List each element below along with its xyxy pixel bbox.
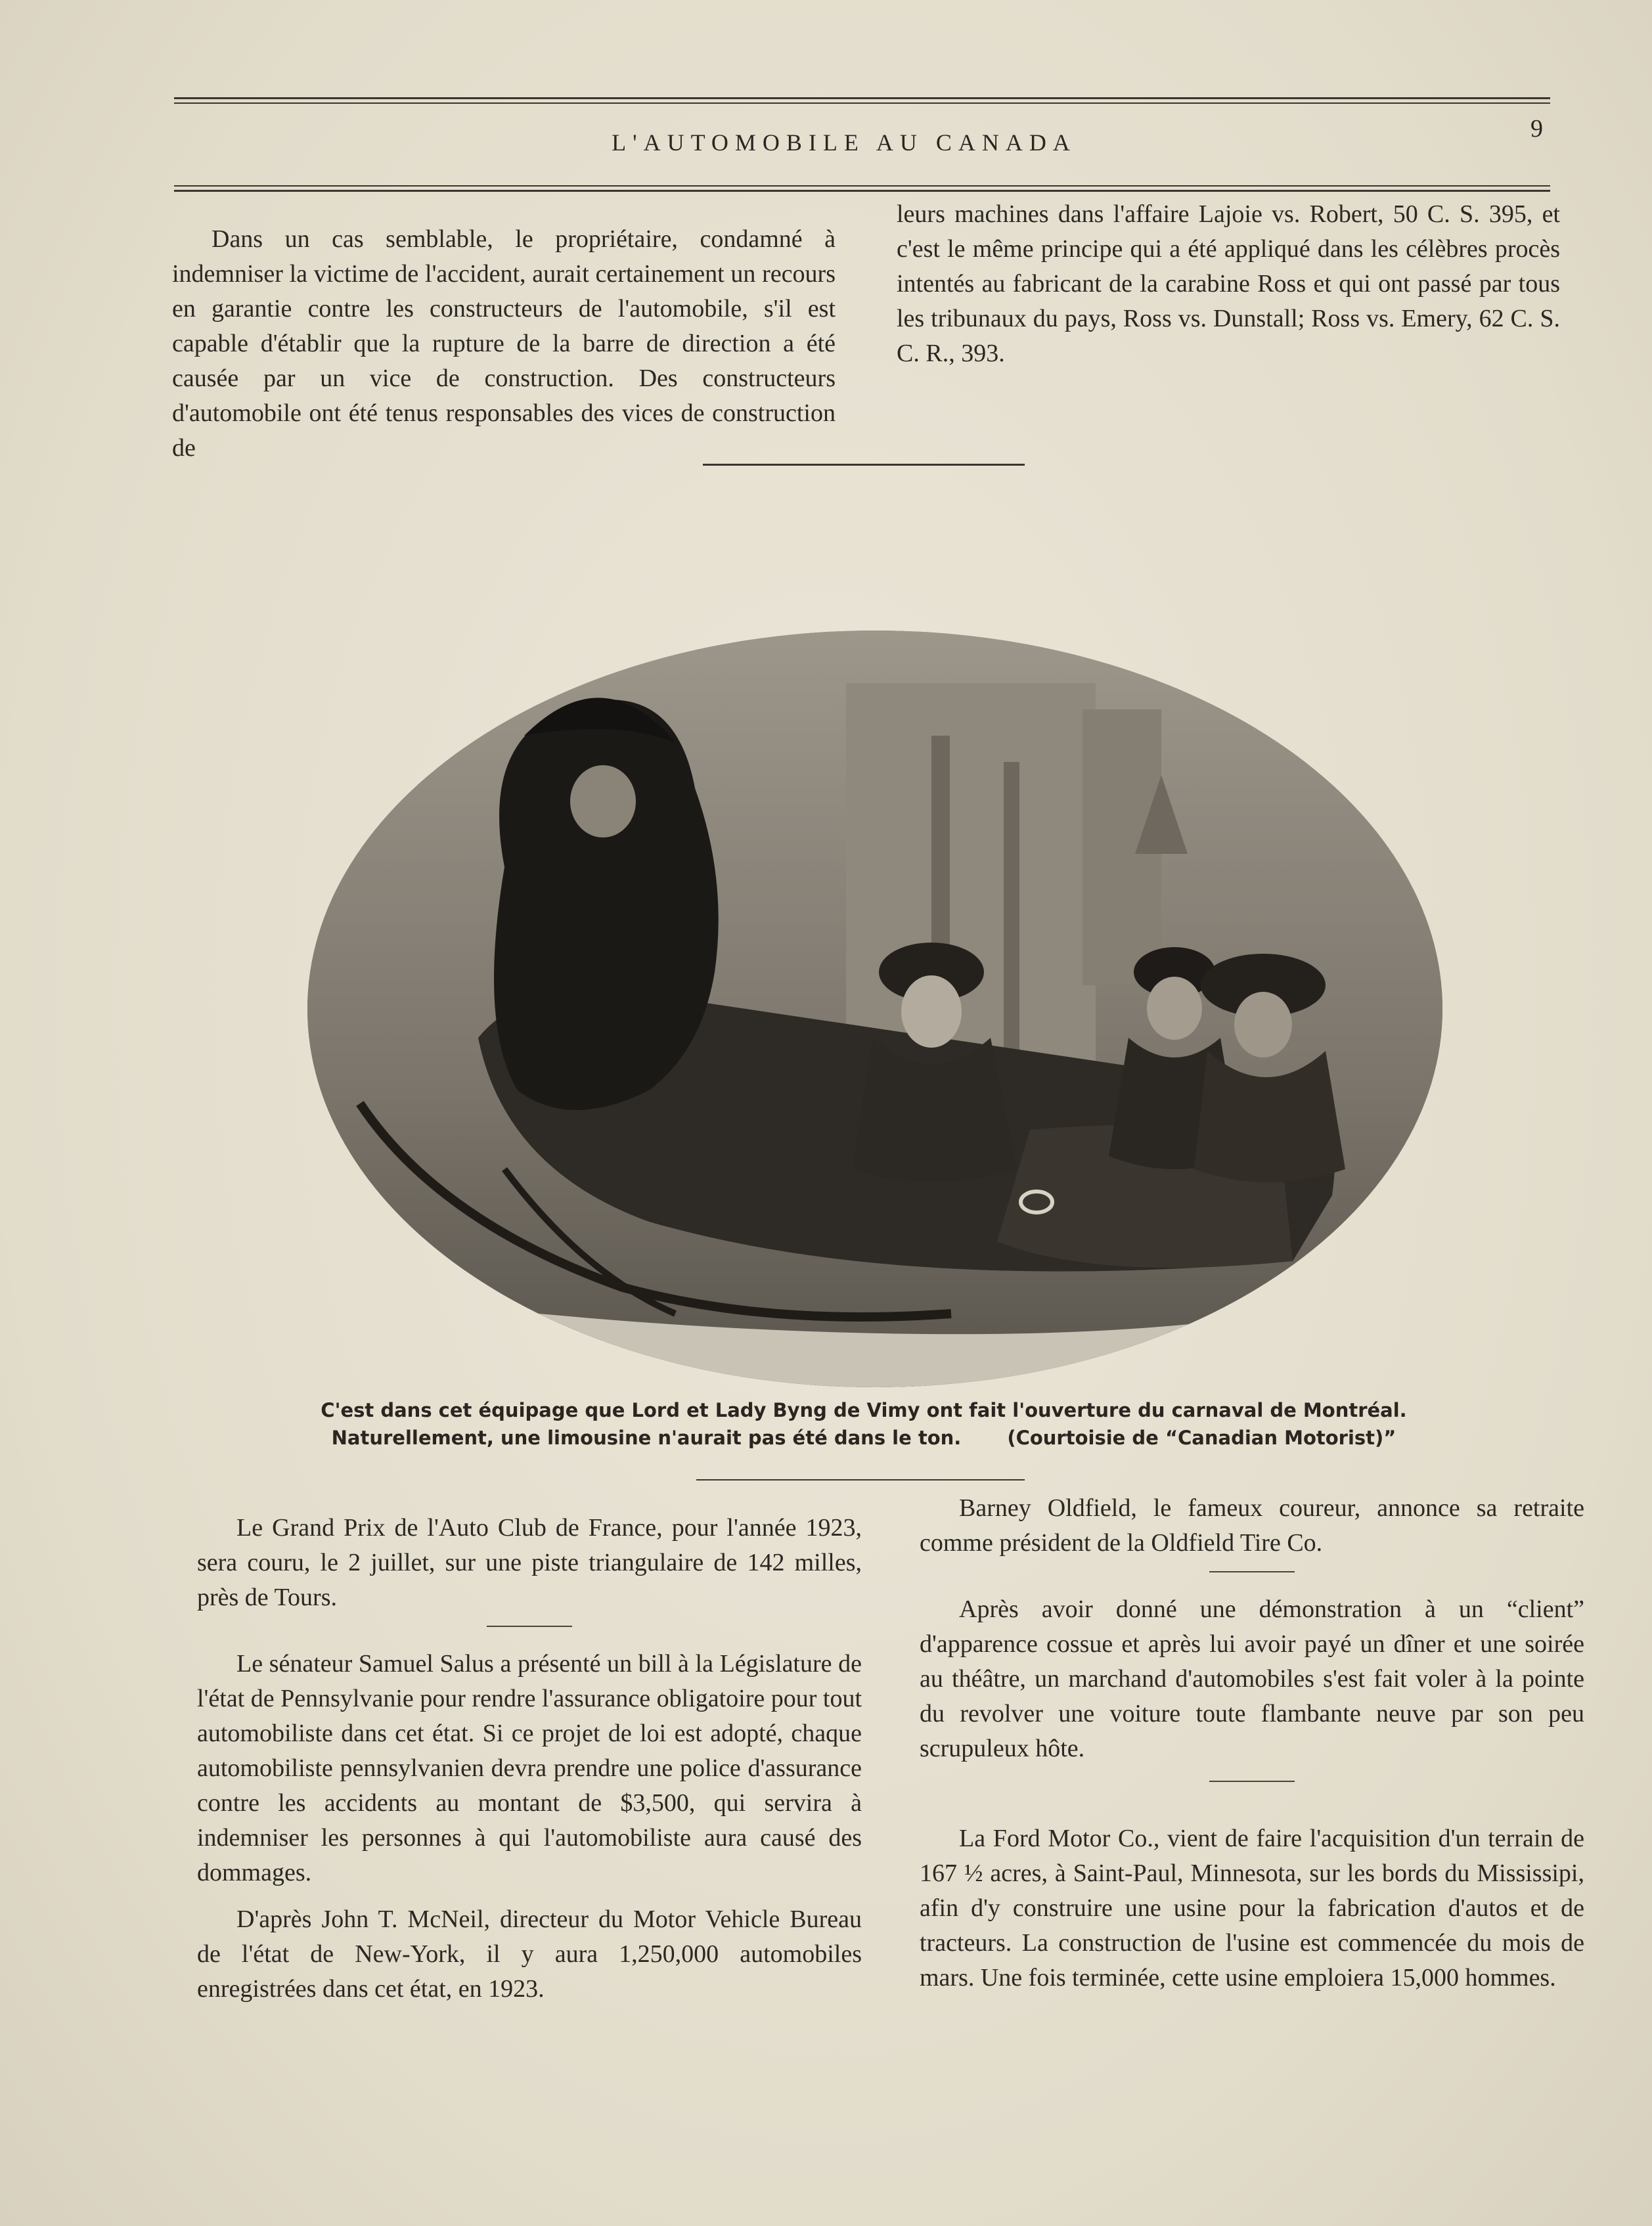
theft-paragraph: Après avoir donné une démonstration à un “client” d'apparence cossue et après lui avoir payé un dîner et une soirée au théâtre, un marchand d'automobiles s'est fait voler à la pointe du revolver une voiture toute flambante neuve par son peu scrupuleux hôte.	[920, 1595, 1584, 1762]
figure-caption	[243, 1396, 1485, 1452]
running-title: L'AUTOMOBILE AU CANADA	[612, 129, 1077, 156]
caption-line-2: Naturellement, une limousine n'aurait pas été dans le ton.	[331, 1427, 962, 1449]
separator	[1209, 1571, 1295, 1572]
top-right-paragraph: leurs machines dans l'affaire Lajoie vs. Robert, 50 C. S. 395, et c'est le même principe qui a été appliqué dans les célèbres procès intentés au fabricant de la carabine Ross et qui ont passé par tous les tribunaux du pays, Ross vs. Dunstall; Ross vs. Emery, 62 C. S. C. R., 393.	[897, 200, 1560, 367]
salus-paragraph: Le sénateur Samuel Salus a présenté un bill à la Législature de l'état de Pennsylvanie pour rendre l'assurance obligatoire pour tout automobiliste dans cet état. Si ce projet de loi est adopté, chaque automobiliste pennsylvanien devra prendre une police d'assurance contre les accidents au montant de $3,500, qui servira à indemniser les personnes à qui l'automobiliste aura causé des dommages.	[197, 1650, 862, 1886]
figure-bottom-rule	[696, 1479, 1025, 1480]
caption-credit: (Courtoisie de “Canadian Motorist)”	[1007, 1427, 1396, 1449]
top-left-paragraph: Dans un cas semblable, le propriétaire, condamné à indemniser la victime de l'accident, aurait certainement un recours en garantie contre les constructeurs de l'automobile, s'il est capable d'établir que la rupture de la barre de direction a été causée par un vice de construction. Des constructeurs d'automobile ont été tenus responsables des vices de construction de	[172, 225, 836, 462]
separator	[487, 1626, 572, 1627]
mcneil-paragraph: D'après John T. McNeil, directeur du Motor Vehicle Bureau de l'état de New-York, il y aura 1,250,000 automobiles enregistrées dans cet état, en 1923.	[197, 1905, 862, 2003]
top-left-column	[172, 222, 836, 466]
header-rule-top-inner	[174, 102, 1550, 104]
header-rule-bottom-inner	[174, 190, 1550, 192]
header-rule-bottom	[174, 185, 1550, 187]
header-rule-top	[174, 97, 1550, 99]
caption-line-1: C'est dans cet équipage que Lord et Lady Byng de Vimy ont fait l'ouverture du carnaval de Montréal.	[321, 1399, 1407, 1421]
grand-prix-paragraph: Le Grand Prix de l'Auto Club de France, pour l'année 1923, sera couru, le 2 juillet, sur une piste triangulaire de 142 milles, près de Tours.	[197, 1514, 862, 1611]
caption-line-2-wrapper	[243, 1424, 1485, 1452]
top-right-column	[897, 197, 1560, 371]
photo-illustration	[307, 631, 1442, 1387]
sleigh-photograph	[307, 631, 1442, 1387]
figure-top-rule	[703, 464, 1025, 466]
oldfield-paragraph: Barney Oldfield, le fameux coureur, annonce sa retraite comme président de la Oldfield Tire Co.	[920, 1494, 1584, 1557]
separator	[1209, 1781, 1295, 1782]
bottom-left-column	[197, 1511, 862, 2007]
page-number: 9	[1530, 115, 1543, 143]
bottom-right-column	[920, 1491, 1584, 1995]
ford-paragraph: La Ford Motor Co., vient de faire l'acquisition d'un terrain de 167 ½ acres, à Saint-Paul, Minnesota, sur les bords du Mississipi, afin d'y construire une usine pour la fabrication d'autos et de tracteurs. La construction de l'usine est commencée du mois de mars. Une fois terminée, cette usine emploiera 15,000 hommes.	[920, 1825, 1584, 1992]
